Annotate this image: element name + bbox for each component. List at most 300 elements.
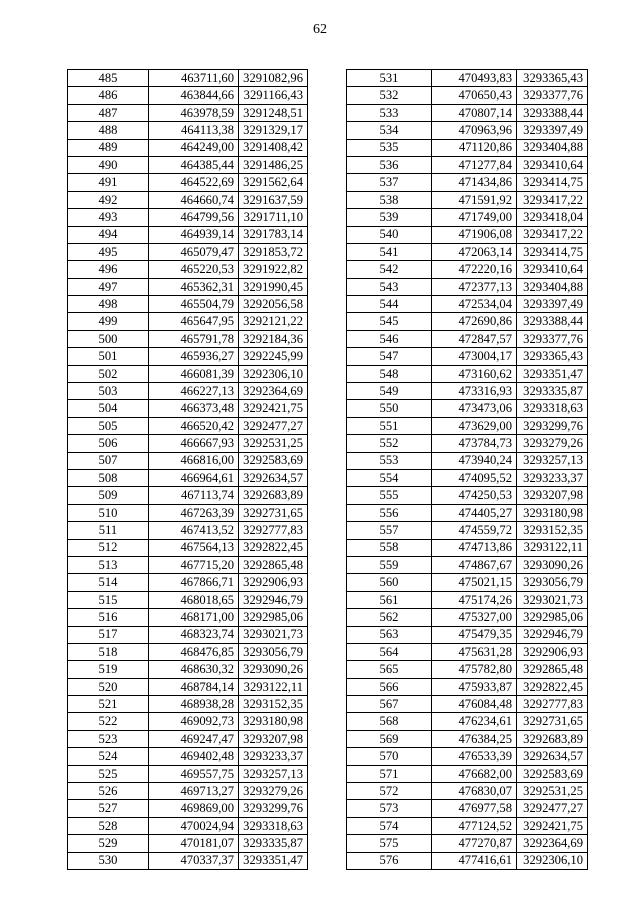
- point-number-cell: 518: [68, 643, 149, 660]
- table-row: [68, 487, 308, 504]
- x-coordinate-cell: 466964,61: [149, 469, 239, 486]
- point-number-cell: 549: [347, 383, 432, 400]
- point-number-cell: 514: [68, 574, 149, 591]
- point-number-cell: 495: [68, 243, 149, 260]
- y-coordinate-cell: 3291783,14: [239, 226, 308, 243]
- point-number-cell: 508: [68, 469, 149, 486]
- y-coordinate-cell: 3291329,17: [239, 122, 308, 139]
- table-row: [68, 748, 308, 765]
- point-number-cell: 541: [347, 243, 432, 260]
- point-number-cell: 489: [68, 139, 149, 156]
- x-coordinate-cell: 475479,35: [432, 626, 517, 643]
- y-coordinate-cell: 3292865,48: [239, 556, 308, 573]
- point-number-cell: 501: [68, 348, 149, 365]
- x-coordinate-cell: 471591,92: [432, 191, 517, 208]
- y-coordinate-cell: 3292946,79: [517, 626, 588, 643]
- y-coordinate-cell: 3293257,13: [239, 765, 308, 782]
- point-number-cell: 567: [347, 696, 432, 713]
- table-row: [68, 243, 308, 260]
- table-row: [347, 435, 588, 452]
- table-row: [68, 783, 308, 800]
- x-coordinate-cell: 470963,96: [432, 122, 517, 139]
- y-coordinate-cell: 3293257,13: [517, 452, 588, 469]
- x-coordinate-cell: 476084,48: [432, 696, 517, 713]
- point-number-cell: 511: [68, 522, 149, 539]
- y-coordinate-cell: 3293410,64: [517, 261, 588, 278]
- point-number-cell: 543: [347, 278, 432, 295]
- point-number-cell: 546: [347, 330, 432, 347]
- x-coordinate-cell: 465504,79: [149, 296, 239, 313]
- y-coordinate-cell: 3291562,64: [239, 174, 308, 191]
- y-coordinate-cell: 3292184,36: [239, 330, 308, 347]
- point-number-cell: 526: [68, 783, 149, 800]
- x-coordinate-cell: 476682,00: [432, 765, 517, 782]
- table-row: [347, 156, 588, 173]
- table-row: [347, 504, 588, 521]
- y-coordinate-cell: 3291082,96: [239, 70, 308, 87]
- y-coordinate-cell: 3293318,63: [517, 400, 588, 417]
- x-coordinate-cell: 474405,27: [432, 504, 517, 521]
- table-row: [68, 70, 308, 87]
- table-row: [68, 643, 308, 660]
- x-coordinate-cell: 475021,15: [432, 574, 517, 591]
- x-coordinate-cell: 475631,28: [432, 643, 517, 660]
- table-row: [68, 852, 308, 869]
- y-coordinate-cell: 3291166,43: [239, 87, 308, 104]
- y-coordinate-cell: 3293335,87: [239, 835, 308, 852]
- x-coordinate-cell: 473160,62: [432, 365, 517, 382]
- table-row: [347, 70, 588, 87]
- y-coordinate-cell: 3293351,47: [517, 365, 588, 382]
- x-coordinate-cell: 476234,61: [432, 713, 517, 730]
- table-row: [68, 730, 308, 747]
- x-coordinate-cell: 468938,28: [149, 696, 239, 713]
- point-number-cell: 487: [68, 104, 149, 121]
- table-row: [347, 730, 588, 747]
- y-coordinate-cell: 3293299,76: [517, 417, 588, 434]
- point-number-cell: 517: [68, 626, 149, 643]
- x-coordinate-cell: 474559,72: [432, 522, 517, 539]
- x-coordinate-cell: 475933,87: [432, 678, 517, 695]
- point-number-cell: 545: [347, 313, 432, 330]
- y-coordinate-cell: 3292777,83: [517, 696, 588, 713]
- point-number-cell: 532: [347, 87, 432, 104]
- y-coordinate-cell: 3292683,89: [517, 730, 588, 747]
- point-number-cell: 504: [68, 400, 149, 417]
- table-row: [68, 226, 308, 243]
- table-row: [68, 139, 308, 156]
- x-coordinate-cell: 468784,14: [149, 678, 239, 695]
- x-coordinate-cell: 475327,00: [432, 609, 517, 626]
- x-coordinate-cell: 466081,39: [149, 365, 239, 382]
- point-number-cell: 512: [68, 539, 149, 556]
- table-row: [68, 609, 308, 626]
- x-coordinate-cell: 467715,20: [149, 556, 239, 573]
- y-coordinate-cell: 3292364,69: [517, 835, 588, 852]
- x-coordinate-cell: 466373,48: [149, 400, 239, 417]
- y-coordinate-cell: 3292683,89: [239, 487, 308, 504]
- x-coordinate-cell: 474867,67: [432, 556, 517, 573]
- table-row: [68, 522, 308, 539]
- point-number-cell: 515: [68, 591, 149, 608]
- y-coordinate-cell: 3291637,59: [239, 191, 308, 208]
- table-row: [347, 800, 588, 817]
- y-coordinate-cell: 3293318,63: [239, 817, 308, 834]
- point-number-cell: 492: [68, 191, 149, 208]
- y-coordinate-cell: 3293365,43: [517, 70, 588, 87]
- y-coordinate-cell: 3292985,06: [517, 609, 588, 626]
- x-coordinate-cell: 477270,87: [432, 835, 517, 852]
- point-number-cell: 548: [347, 365, 432, 382]
- y-coordinate-cell: 3291922,82: [239, 261, 308, 278]
- y-coordinate-cell: 3293388,44: [517, 104, 588, 121]
- x-coordinate-cell: 467263,39: [149, 504, 239, 521]
- table-row: [68, 296, 308, 313]
- point-number-cell: 550: [347, 400, 432, 417]
- x-coordinate-cell: 473473,06: [432, 400, 517, 417]
- table-row: [68, 626, 308, 643]
- table-row: [68, 400, 308, 417]
- table-row: [347, 643, 588, 660]
- table-row: [68, 365, 308, 382]
- table-row: [68, 696, 308, 713]
- y-coordinate-cell: 3293021,73: [517, 591, 588, 608]
- point-number-cell: 485: [68, 70, 149, 87]
- table-row: [347, 817, 588, 834]
- x-coordinate-cell: 471906,08: [432, 226, 517, 243]
- point-number-cell: 551: [347, 417, 432, 434]
- point-number-cell: 516: [68, 609, 149, 626]
- x-coordinate-cell: 467866,71: [149, 574, 239, 591]
- x-coordinate-cell: 469557,75: [149, 765, 239, 782]
- x-coordinate-cell: 472847,57: [432, 330, 517, 347]
- y-coordinate-cell: 3293180,98: [239, 713, 308, 730]
- x-coordinate-cell: 474713,86: [432, 539, 517, 556]
- x-coordinate-cell: 464522,69: [149, 174, 239, 191]
- point-number-cell: 565: [347, 661, 432, 678]
- point-number-cell: 555: [347, 487, 432, 504]
- y-coordinate-cell: 3293207,98: [239, 730, 308, 747]
- y-coordinate-cell: 3292906,93: [239, 574, 308, 591]
- table-row: [347, 261, 588, 278]
- table-row: [68, 817, 308, 834]
- x-coordinate-cell: 477416,61: [432, 852, 517, 869]
- y-coordinate-cell: 3292634,57: [517, 748, 588, 765]
- table-row: [347, 417, 588, 434]
- point-number-cell: 530: [68, 852, 149, 869]
- point-number-cell: 503: [68, 383, 149, 400]
- x-coordinate-cell: 476384,25: [432, 730, 517, 747]
- y-coordinate-cell: 3293351,47: [239, 852, 308, 869]
- x-coordinate-cell: 466520,42: [149, 417, 239, 434]
- y-coordinate-cell: 3292583,69: [239, 452, 308, 469]
- table-row: [347, 365, 588, 382]
- point-number-cell: 521: [68, 696, 149, 713]
- point-number-cell: 561: [347, 591, 432, 608]
- y-coordinate-cell: 3292583,69: [517, 765, 588, 782]
- x-coordinate-cell: 464385,44: [149, 156, 239, 173]
- y-coordinate-cell: 3291248,51: [239, 104, 308, 121]
- table-row: [68, 435, 308, 452]
- table-row: [68, 591, 308, 608]
- x-coordinate-cell: 465647,95: [149, 313, 239, 330]
- point-number-cell: 490: [68, 156, 149, 173]
- point-number-cell: 575: [347, 835, 432, 852]
- x-coordinate-cell: 469247,47: [149, 730, 239, 747]
- x-coordinate-cell: 468630,32: [149, 661, 239, 678]
- point-number-cell: 554: [347, 469, 432, 486]
- y-coordinate-cell: 3293414,75: [517, 243, 588, 260]
- x-coordinate-cell: 473316,93: [432, 383, 517, 400]
- table-row: [68, 504, 308, 521]
- table-row: [347, 626, 588, 643]
- point-number-cell: 573: [347, 800, 432, 817]
- table-row: [68, 209, 308, 226]
- y-coordinate-cell: 3293122,11: [517, 539, 588, 556]
- x-coordinate-cell: 468018,65: [149, 591, 239, 608]
- point-number-cell: 528: [68, 817, 149, 834]
- x-coordinate-cell: 473940,24: [432, 452, 517, 469]
- table-row: [68, 313, 308, 330]
- point-number-cell: 540: [347, 226, 432, 243]
- point-number-cell: 534: [347, 122, 432, 139]
- y-coordinate-cell: 3293388,44: [517, 313, 588, 330]
- y-coordinate-cell: 3292531,25: [239, 435, 308, 452]
- table-row: [347, 313, 588, 330]
- x-coordinate-cell: 470024,94: [149, 817, 239, 834]
- x-coordinate-cell: 465362,31: [149, 278, 239, 295]
- x-coordinate-cell: 472063,14: [432, 243, 517, 260]
- x-coordinate-cell: 464799,56: [149, 209, 239, 226]
- table-row: [347, 852, 588, 869]
- point-number-cell: 499: [68, 313, 149, 330]
- coordinates-table-left: [67, 69, 308, 870]
- x-coordinate-cell: 467564,13: [149, 539, 239, 556]
- y-coordinate-cell: 3293279,26: [239, 783, 308, 800]
- table-row: [347, 87, 588, 104]
- y-coordinate-cell: 3292906,93: [517, 643, 588, 660]
- table-row: [68, 383, 308, 400]
- x-coordinate-cell: 476533,39: [432, 748, 517, 765]
- x-coordinate-cell: 477124,52: [432, 817, 517, 834]
- point-number-cell: 539: [347, 209, 432, 226]
- x-coordinate-cell: 469402,48: [149, 748, 239, 765]
- y-coordinate-cell: 3292731,65: [239, 504, 308, 521]
- point-number-cell: 542: [347, 261, 432, 278]
- table-row: [347, 487, 588, 504]
- table-row: [347, 556, 588, 573]
- y-coordinate-cell: 3292777,83: [239, 522, 308, 539]
- x-coordinate-cell: 473004,17: [432, 348, 517, 365]
- x-coordinate-cell: 469092,73: [149, 713, 239, 730]
- point-number-cell: 486: [68, 87, 149, 104]
- point-number-cell: 496: [68, 261, 149, 278]
- point-number-cell: 553: [347, 452, 432, 469]
- table-row: [347, 191, 588, 208]
- y-coordinate-cell: 3293152,35: [239, 696, 308, 713]
- x-coordinate-cell: 463844,66: [149, 87, 239, 104]
- table-row: [68, 765, 308, 782]
- point-number-cell: 519: [68, 661, 149, 678]
- table-row: [68, 156, 308, 173]
- x-coordinate-cell: 472534,04: [432, 296, 517, 313]
- y-coordinate-cell: 3293279,26: [517, 435, 588, 452]
- table-row: [68, 174, 308, 191]
- point-number-cell: 568: [347, 713, 432, 730]
- y-coordinate-cell: 3292865,48: [517, 661, 588, 678]
- x-coordinate-cell: 467413,52: [149, 522, 239, 539]
- y-coordinate-cell: 3293090,26: [239, 661, 308, 678]
- x-coordinate-cell: 464660,74: [149, 191, 239, 208]
- y-coordinate-cell: 3292477,27: [517, 800, 588, 817]
- table-row: [347, 226, 588, 243]
- point-number-cell: 559: [347, 556, 432, 573]
- y-coordinate-cell: 3293404,88: [517, 278, 588, 295]
- table-row: [347, 678, 588, 695]
- x-coordinate-cell: 474250,53: [432, 487, 517, 504]
- x-coordinate-cell: 471120,86: [432, 139, 517, 156]
- table-row: [68, 330, 308, 347]
- x-coordinate-cell: 466667,93: [149, 435, 239, 452]
- x-coordinate-cell: 472220,16: [432, 261, 517, 278]
- table-row: [68, 678, 308, 695]
- x-coordinate-cell: 471749,00: [432, 209, 517, 226]
- x-coordinate-cell: 468171,00: [149, 609, 239, 626]
- table-row: [68, 191, 308, 208]
- y-coordinate-cell: 3293417,22: [517, 191, 588, 208]
- y-coordinate-cell: 3292985,06: [239, 609, 308, 626]
- table-row: [68, 574, 308, 591]
- y-coordinate-cell: 3292822,45: [517, 678, 588, 695]
- y-coordinate-cell: 3293377,76: [517, 330, 588, 347]
- y-coordinate-cell: 3293090,26: [517, 556, 588, 573]
- point-number-cell: 493: [68, 209, 149, 226]
- x-coordinate-cell: 468476,85: [149, 643, 239, 660]
- point-number-cell: 509: [68, 487, 149, 504]
- y-coordinate-cell: 3291486,25: [239, 156, 308, 173]
- y-coordinate-cell: 3292306,10: [239, 365, 308, 382]
- table-row: [68, 104, 308, 121]
- point-number-cell: 502: [68, 365, 149, 382]
- point-number-cell: 533: [347, 104, 432, 121]
- point-number-cell: 547: [347, 348, 432, 365]
- point-number-cell: 506: [68, 435, 149, 452]
- y-coordinate-cell: 3292634,57: [239, 469, 308, 486]
- x-coordinate-cell: 473629,00: [432, 417, 517, 434]
- y-coordinate-cell: 3293152,35: [517, 522, 588, 539]
- page-number: 62: [313, 22, 327, 37]
- point-number-cell: 552: [347, 435, 432, 452]
- y-coordinate-cell: 3292477,27: [239, 417, 308, 434]
- table-row: [347, 400, 588, 417]
- y-coordinate-cell: 3293299,76: [239, 800, 308, 817]
- point-number-cell: 529: [68, 835, 149, 852]
- y-coordinate-cell: 3293122,11: [239, 678, 308, 695]
- x-coordinate-cell: 465791,78: [149, 330, 239, 347]
- table-row: [68, 800, 308, 817]
- table-row: [68, 835, 308, 852]
- point-number-cell: 544: [347, 296, 432, 313]
- point-number-cell: 498: [68, 296, 149, 313]
- y-coordinate-cell: 3293414,75: [517, 174, 588, 191]
- y-coordinate-cell: 3293410,64: [517, 156, 588, 173]
- x-coordinate-cell: 476830,07: [432, 783, 517, 800]
- x-coordinate-cell: 464249,00: [149, 139, 239, 156]
- point-number-cell: 562: [347, 609, 432, 626]
- table-row: [347, 748, 588, 765]
- y-coordinate-cell: 3293417,22: [517, 226, 588, 243]
- x-coordinate-cell: 469713,27: [149, 783, 239, 800]
- point-number-cell: 535: [347, 139, 432, 156]
- point-number-cell: 507: [68, 452, 149, 469]
- table-row: [68, 87, 308, 104]
- x-coordinate-cell: 465079,47: [149, 243, 239, 260]
- y-coordinate-cell: 3292946,79: [239, 591, 308, 608]
- y-coordinate-cell: 3291408,42: [239, 139, 308, 156]
- point-number-cell: 536: [347, 156, 432, 173]
- y-coordinate-cell: 3293056,79: [239, 643, 308, 660]
- point-number-cell: 494: [68, 226, 149, 243]
- table-row: [347, 661, 588, 678]
- x-coordinate-cell: 463978,59: [149, 104, 239, 121]
- x-coordinate-cell: 470650,43: [432, 87, 517, 104]
- point-number-cell: 557: [347, 522, 432, 539]
- point-number-cell: 523: [68, 730, 149, 747]
- table-row: [68, 452, 308, 469]
- x-coordinate-cell: 476977,58: [432, 800, 517, 817]
- x-coordinate-cell: 469869,00: [149, 800, 239, 817]
- y-coordinate-cell: 3293207,98: [517, 487, 588, 504]
- table-row: [347, 243, 588, 260]
- x-coordinate-cell: 464113,38: [149, 122, 239, 139]
- x-coordinate-cell: 475174,26: [432, 591, 517, 608]
- table-row: [347, 296, 588, 313]
- x-coordinate-cell: 465936,27: [149, 348, 239, 365]
- y-coordinate-cell: 3292731,65: [517, 713, 588, 730]
- x-coordinate-cell: 470181,07: [149, 835, 239, 852]
- table-row: [68, 469, 308, 486]
- table-row: [347, 348, 588, 365]
- point-number-cell: 569: [347, 730, 432, 747]
- point-number-cell: 525: [68, 765, 149, 782]
- point-number-cell: 571: [347, 765, 432, 782]
- table-row: [68, 417, 308, 434]
- y-coordinate-cell: 3292306,10: [517, 852, 588, 869]
- y-coordinate-cell: 3292822,45: [239, 539, 308, 556]
- x-coordinate-cell: 475782,80: [432, 661, 517, 678]
- coordinates-table-right: [346, 69, 588, 870]
- table-row: [347, 174, 588, 191]
- y-coordinate-cell: 3292421,75: [517, 817, 588, 834]
- table-row: [347, 713, 588, 730]
- y-coordinate-cell: 3291990,45: [239, 278, 308, 295]
- y-coordinate-cell: 3292121,22: [239, 313, 308, 330]
- point-number-cell: 527: [68, 800, 149, 817]
- x-coordinate-cell: 466227,13: [149, 383, 239, 400]
- point-number-cell: 491: [68, 174, 149, 191]
- table-row: [347, 765, 588, 782]
- x-coordinate-cell: 473784,73: [432, 435, 517, 452]
- y-coordinate-cell: 3291711,10: [239, 209, 308, 226]
- table-row: [347, 278, 588, 295]
- table-row: [68, 348, 308, 365]
- x-coordinate-cell: 463711,60: [149, 70, 239, 87]
- point-number-cell: 513: [68, 556, 149, 573]
- y-coordinate-cell: 3293180,98: [517, 504, 588, 521]
- point-number-cell: 538: [347, 191, 432, 208]
- point-number-cell: 564: [347, 643, 432, 660]
- y-coordinate-cell: 3293418,04: [517, 209, 588, 226]
